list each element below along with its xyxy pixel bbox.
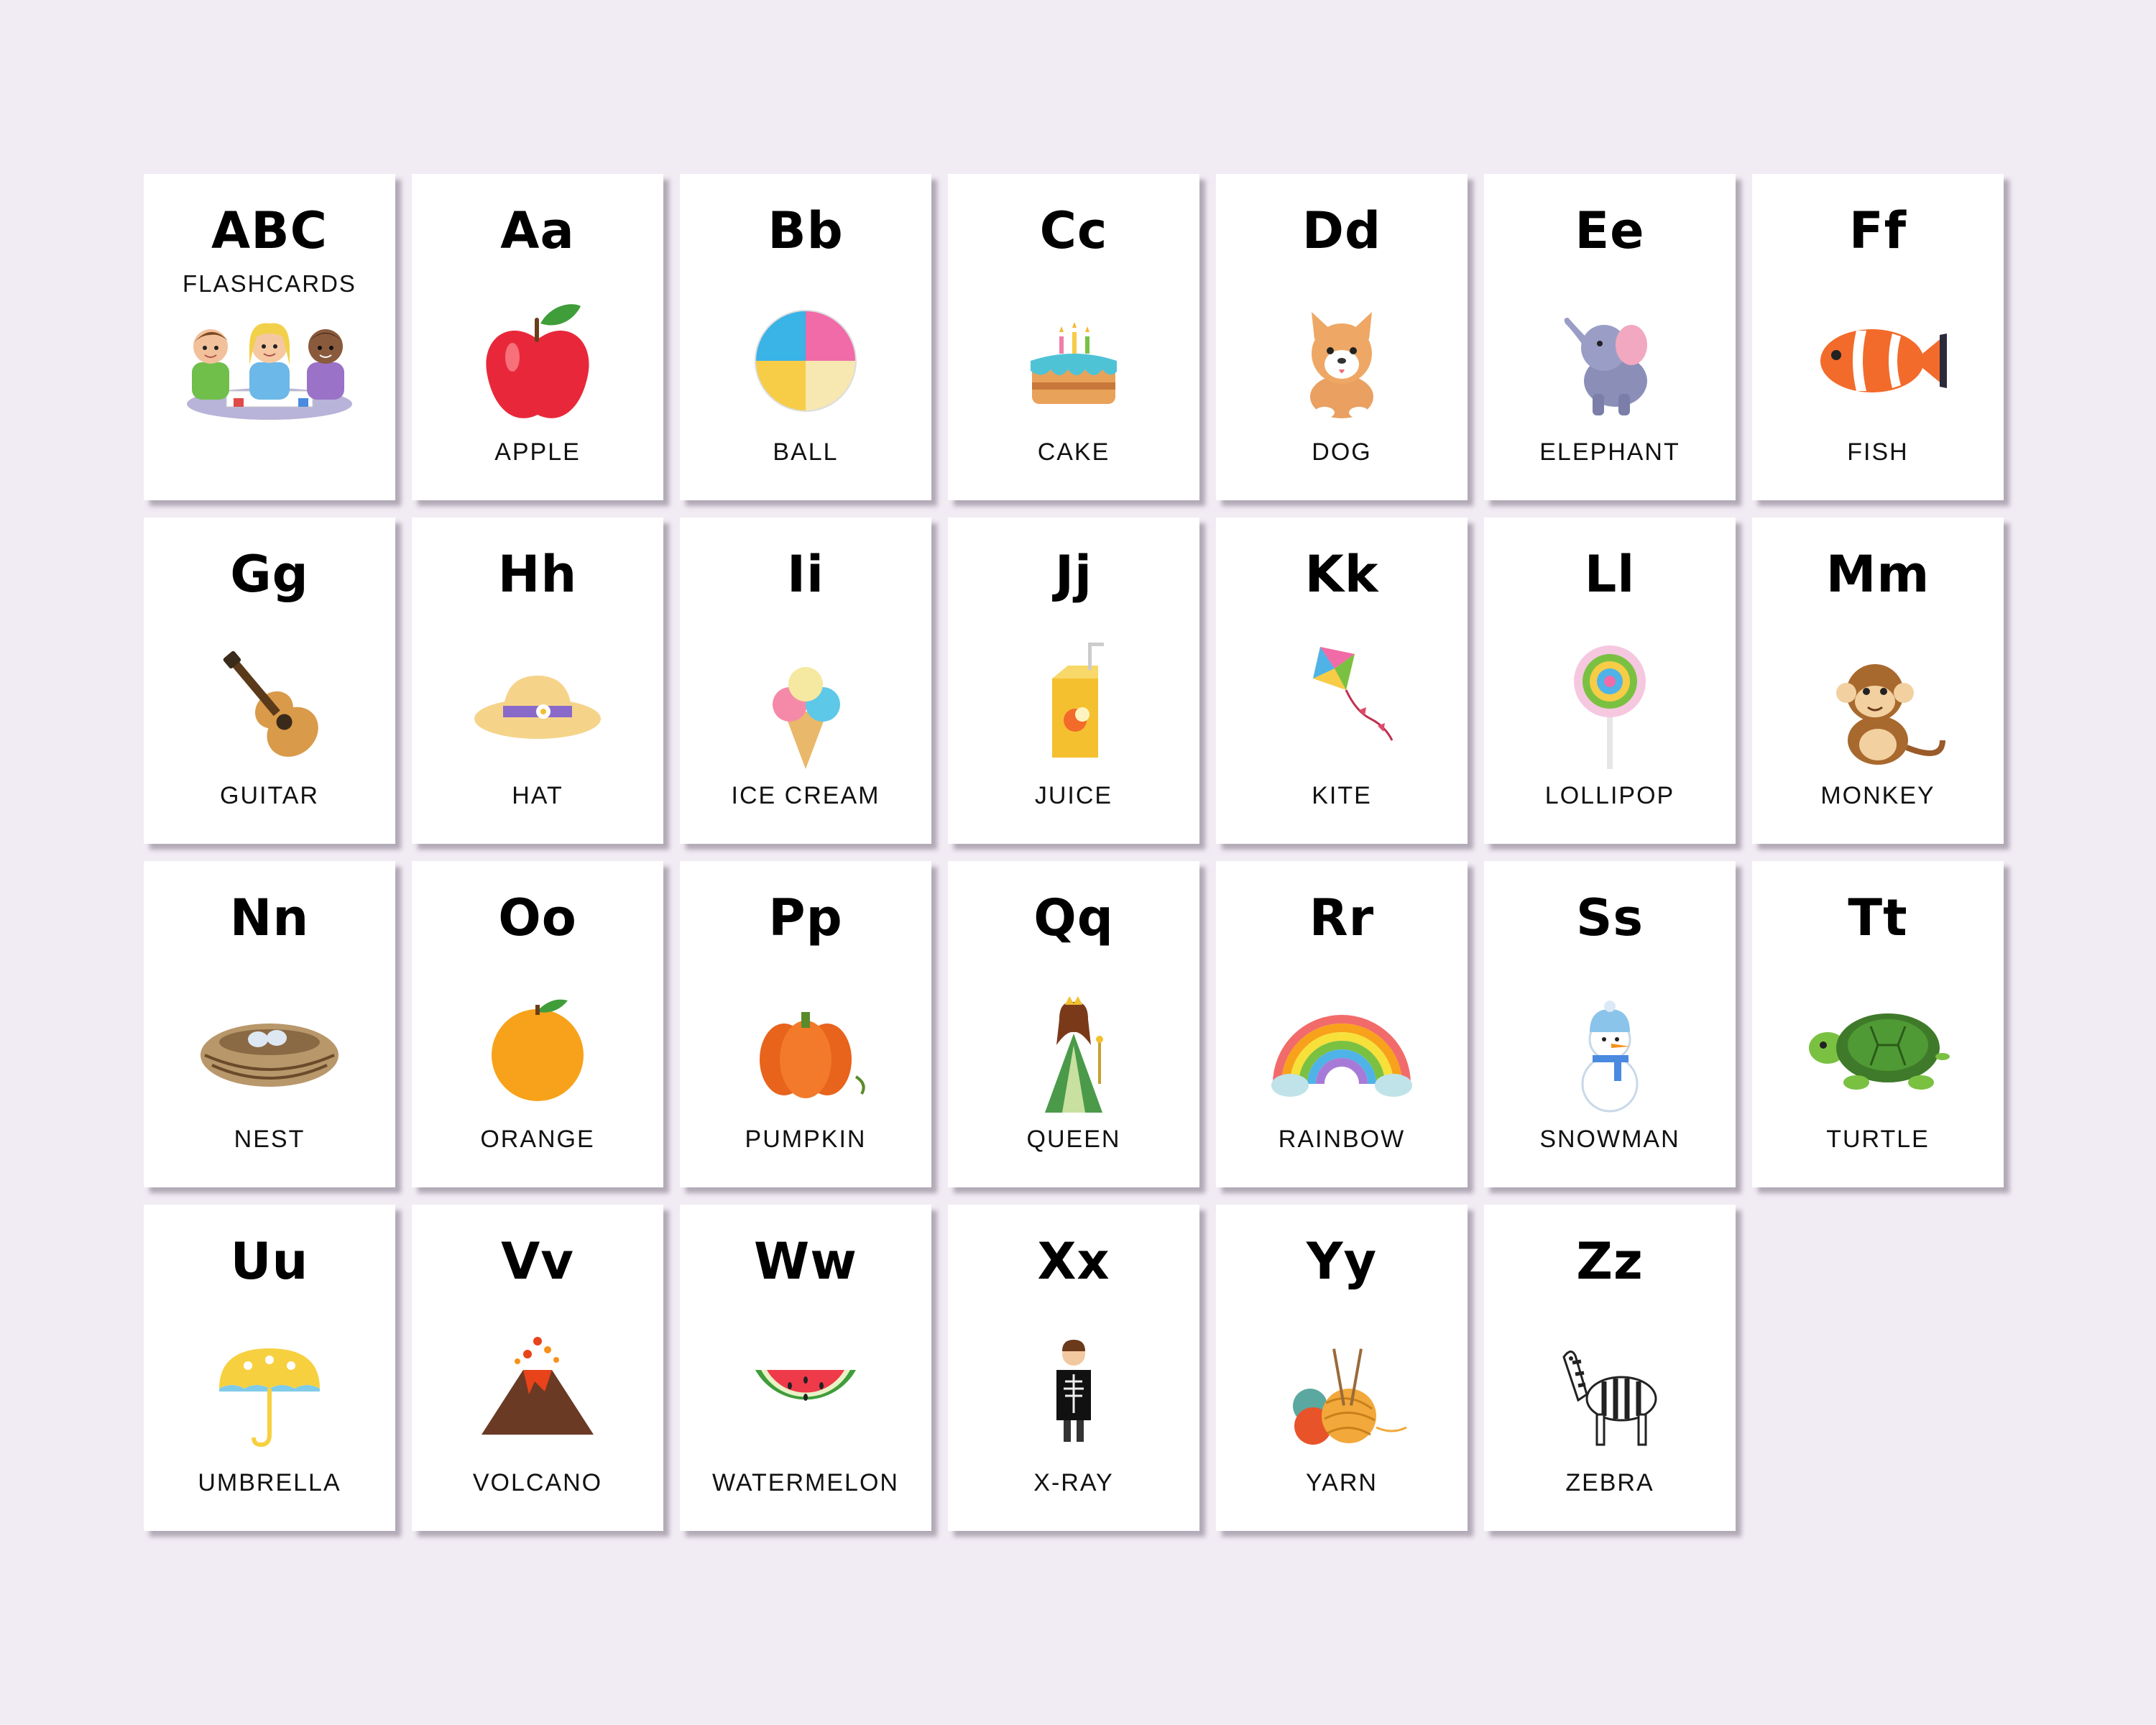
flashcard-o bbox=[412, 861, 663, 1187]
umbrella-icon bbox=[198, 1320, 341, 1463]
card-letter: Ll bbox=[1584, 545, 1636, 604]
card-word: YARN bbox=[1306, 1469, 1378, 1496]
apple-icon bbox=[466, 289, 609, 433]
card-letter: Uu bbox=[230, 1232, 309, 1291]
flashcard-g bbox=[144, 518, 395, 844]
card-word: FISH bbox=[1847, 438, 1909, 466]
flashcard-cover bbox=[144, 174, 395, 500]
card-letter: Zz bbox=[1576, 1232, 1644, 1291]
kite-icon bbox=[1270, 632, 1414, 776]
card-word: GUITAR bbox=[220, 782, 319, 809]
lollipop-icon bbox=[1538, 632, 1682, 776]
card-letter: Nn bbox=[229, 888, 310, 947]
snowman-icon bbox=[1538, 976, 1682, 1120]
card-word: SNOWMAN bbox=[1539, 1126, 1680, 1153]
watermelon-icon bbox=[734, 1320, 877, 1463]
card-letter: Pp bbox=[768, 888, 843, 947]
card-letter: Aa bbox=[500, 201, 575, 260]
card-word: LOLLIPOP bbox=[1544, 782, 1675, 809]
monkey-icon bbox=[1806, 632, 1950, 776]
flashcard-m bbox=[1752, 518, 2004, 844]
cake-icon bbox=[1002, 289, 1146, 433]
yarn-icon bbox=[1270, 1320, 1414, 1463]
rainbow-icon bbox=[1270, 976, 1414, 1120]
elephant-icon bbox=[1538, 289, 1682, 433]
card-word: HAT bbox=[512, 782, 563, 809]
juice-icon bbox=[1002, 632, 1146, 776]
flashcard-s bbox=[1484, 861, 1736, 1187]
cover-title: ABC bbox=[211, 201, 328, 260]
hat-icon bbox=[466, 632, 609, 776]
card-letter: Ww bbox=[754, 1232, 857, 1291]
card-word: TURTLE bbox=[1826, 1126, 1930, 1153]
card-letter: Hh bbox=[497, 545, 578, 604]
card-word: WATERMELON bbox=[712, 1469, 899, 1496]
volcano-icon bbox=[466, 1320, 609, 1463]
kids-drawing-icon bbox=[183, 296, 356, 426]
flashcard-e bbox=[1484, 174, 1736, 500]
flashcard-x bbox=[948, 1205, 1199, 1531]
card-letter: Gg bbox=[230, 545, 309, 604]
queen-icon bbox=[1002, 976, 1146, 1120]
card-letter: Ff bbox=[1848, 201, 1907, 260]
flashcard-p bbox=[680, 861, 931, 1187]
card-word: APPLE bbox=[494, 438, 581, 466]
card-word: ICE CREAM bbox=[731, 782, 880, 809]
flashcard-d bbox=[1216, 174, 1468, 500]
card-letter: Jj bbox=[1054, 545, 1093, 604]
flashcard-h bbox=[412, 518, 663, 844]
card-letter: Cc bbox=[1039, 201, 1108, 260]
ice-cream-icon bbox=[734, 632, 877, 776]
card-letter: Qq bbox=[1033, 888, 1114, 947]
cover-subtitle: FLASHCARDS bbox=[183, 270, 356, 297]
flashcard-b bbox=[680, 174, 931, 500]
card-letter: Rr bbox=[1309, 888, 1375, 947]
card-word: ELEPHANT bbox=[1539, 438, 1680, 466]
flashcard-q bbox=[948, 861, 1199, 1187]
card-word: UMBRELLA bbox=[198, 1469, 341, 1496]
flashcard-grid bbox=[144, 174, 2004, 1531]
card-word: RAINBOW bbox=[1278, 1126, 1406, 1153]
zebra-icon bbox=[1538, 1320, 1682, 1463]
card-letter: Vv bbox=[501, 1232, 574, 1291]
card-word: MONKEY bbox=[1820, 782, 1935, 809]
pumpkin-icon bbox=[734, 976, 877, 1120]
x-ray-icon bbox=[1002, 1320, 1146, 1463]
card-word: ZEBRA bbox=[1565, 1469, 1654, 1496]
card-letter: Dd bbox=[1302, 201, 1382, 260]
card-letter: Yy bbox=[1306, 1232, 1378, 1291]
flashcard-v bbox=[412, 1205, 663, 1531]
fish-icon bbox=[1806, 289, 1950, 433]
card-word: CAKE bbox=[1037, 438, 1110, 466]
card-word: QUEEN bbox=[1026, 1126, 1121, 1153]
card-letter: Xx bbox=[1037, 1232, 1110, 1291]
card-word: KITE bbox=[1312, 782, 1372, 809]
guitar-icon bbox=[198, 632, 341, 776]
flashcard-f bbox=[1752, 174, 2004, 500]
card-word: ORANGE bbox=[480, 1126, 595, 1153]
card-letter: Ee bbox=[1575, 201, 1645, 260]
card-letter: Bb bbox=[768, 201, 844, 260]
flashcard-y bbox=[1216, 1205, 1468, 1531]
nest-icon bbox=[198, 976, 341, 1120]
flashcard-w bbox=[680, 1205, 931, 1531]
flashcard-j bbox=[948, 518, 1199, 844]
flashcard-i bbox=[680, 518, 931, 844]
flashcard-r bbox=[1216, 861, 1468, 1187]
orange-icon bbox=[466, 976, 609, 1120]
card-letter: Ii bbox=[786, 545, 825, 604]
card-letter: Oo bbox=[498, 888, 577, 947]
ball-icon bbox=[734, 289, 877, 433]
card-word: VOLCANO bbox=[472, 1469, 603, 1496]
card-word: NEST bbox=[234, 1126, 305, 1153]
flashcard-c bbox=[948, 174, 1199, 500]
flashcard-a bbox=[412, 174, 663, 500]
flashcard-t bbox=[1752, 861, 2004, 1187]
dog-icon bbox=[1270, 289, 1414, 433]
card-letter: Tt bbox=[1848, 888, 1908, 947]
card-word: X-RAY bbox=[1033, 1469, 1114, 1496]
flashcard-l bbox=[1484, 518, 1736, 844]
flashcard-u bbox=[144, 1205, 395, 1531]
turtle-icon bbox=[1806, 976, 1950, 1120]
card-letter: Ss bbox=[1575, 888, 1644, 947]
flashcard-k bbox=[1216, 518, 1468, 844]
flashcard-z bbox=[1484, 1205, 1736, 1531]
card-word: DOG bbox=[1312, 438, 1372, 466]
card-word: PUMPKIN bbox=[745, 1126, 867, 1153]
card-letter: Mm bbox=[1825, 545, 1930, 604]
card-word: BALL bbox=[773, 438, 839, 466]
card-letter: Kk bbox=[1304, 545, 1379, 604]
card-word: JUICE bbox=[1034, 782, 1113, 809]
flashcard-n bbox=[144, 861, 395, 1187]
